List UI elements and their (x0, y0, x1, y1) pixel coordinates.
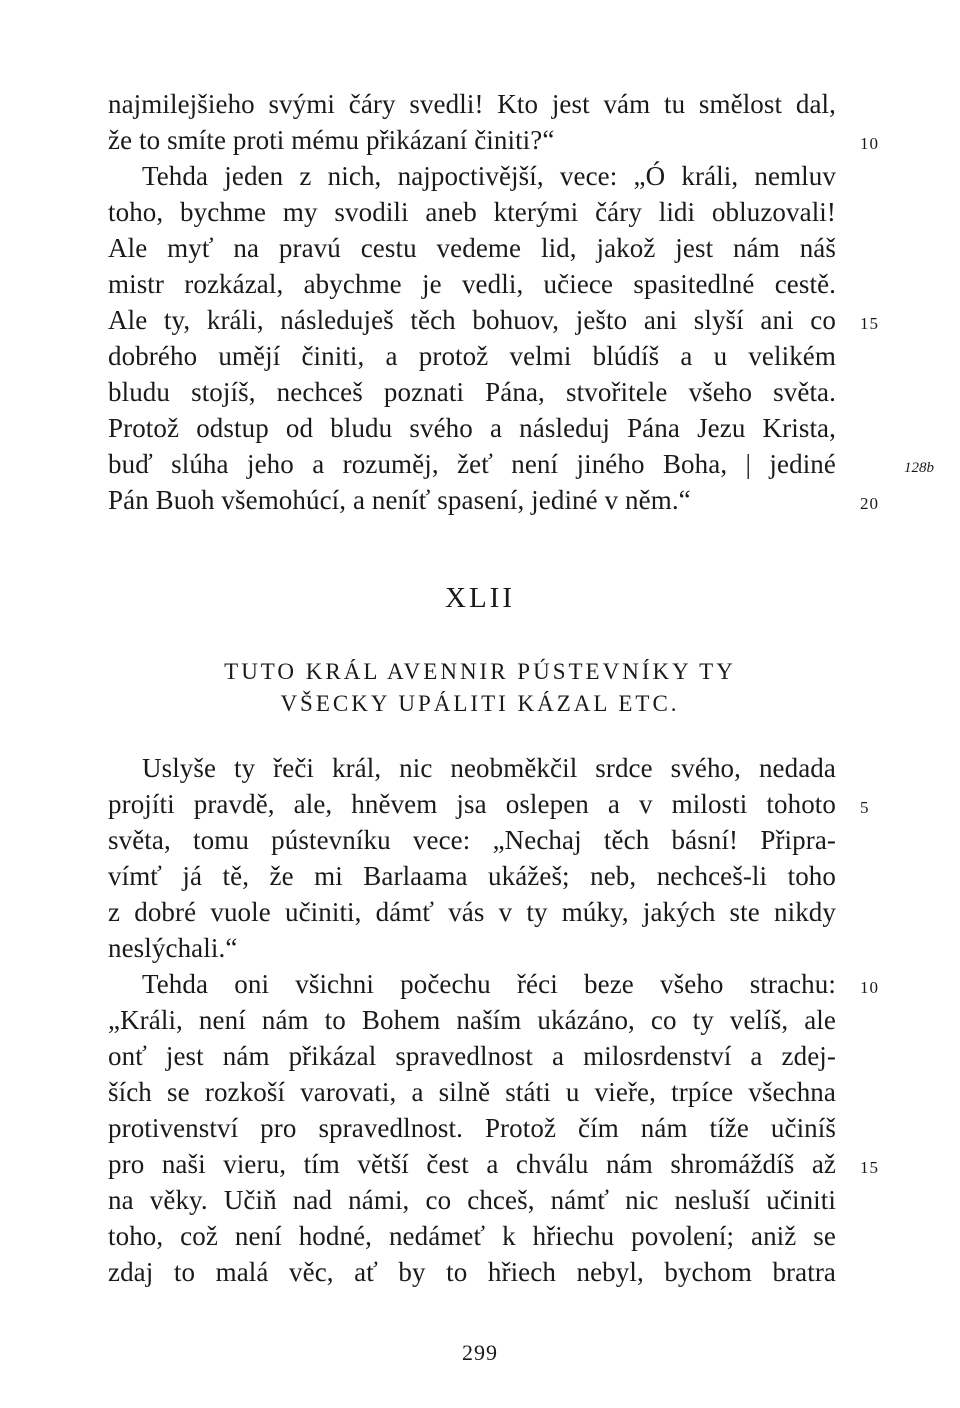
text-line: že to smíte proti mému přikázaní činiti?“ (108, 125, 555, 155)
text-line: pro naši vieru, tím větší čest a chválu nám shromáždíš až (108, 1149, 836, 1179)
chapter-title-line: TUTO KRÁL AVENNIR PÚSTEVNÍKY TY (224, 659, 736, 684)
text-line: mistr rozkázal, abychme je vedli, učiece spasitedlné cestě. (108, 269, 836, 299)
text-line: Protož odstup od bludu svého a následuj Pána Jezu Krista, (108, 413, 836, 443)
text-line: Uslyše ty řeči král, nic neobměkčil srdce svého, nedada (142, 753, 836, 783)
line-number: 5 (860, 798, 870, 817)
text-line: vímť já tě, že mi Barlaama ukážeš; neb, nechceš-li toho (108, 861, 836, 891)
text-line: toho, bychme my svodili aneb kterými čáry lidi obluzovali! (108, 197, 836, 227)
text-line: na věky. Učiň nad námi, co chceš, námť nic nesluší učiniti (108, 1185, 836, 1215)
text-line: zdaj to malá věc, ať by to hřiech nebyl, bychom bratra (108, 1257, 836, 1287)
text-line: světa, tomu pústevníku vece: „Nechaj těch básní! Připra- (108, 825, 836, 855)
folio-marker: 128b (904, 460, 934, 476)
text-line: protivenství pro spravedlnost. Protož čím nám tíže učiníš (108, 1113, 836, 1143)
line-number: 10 (860, 134, 879, 153)
text-line: projíti pravdě, ale, hněvem jsa oslepen a v milosti tohoto (108, 789, 836, 819)
text-line: dobrého umějí činiti, a protož velmi blúdíš a u velikém (108, 341, 836, 371)
line-number: 15 (860, 1158, 879, 1177)
text-line: Ale myť na pravú cestu vedeme lid, jakož jest nám náš (108, 233, 836, 263)
text-line: z dobré vuole učiniti, dámť vás v ty múky, jakých ste nikdy (108, 897, 836, 927)
text-line: Tehda jeden z nich, najpoctivější, vece: „Ó králi, nemluv (142, 161, 836, 191)
text-line: Tehda oni všichni počechu řéci beze všeho strachu: (142, 969, 836, 999)
line-number: 15 (860, 314, 879, 333)
chapter-title-line: VŠECKY UPÁLITI KÁZAL ETC. (280, 691, 680, 716)
text-line: toho, což není hodné, nedámeť k hřiechu povolení; aniž se (108, 1221, 836, 1251)
line-number: 10 (860, 978, 879, 997)
line-number: 20 (860, 494, 879, 513)
text-line: „Králi, není nám to Bohem naším ukázáno, co ty velíš, ale (108, 1005, 836, 1035)
text-line: Pán Buoh všemohúcí, a neníť spasení, jediné v něm.“ (108, 485, 691, 515)
text-line: Ale ty, králi, následuješ těch bohuov, ješto ani slyší ani co (108, 305, 836, 335)
chapter-number: XLII (445, 582, 515, 614)
text-line: neslýchali.“ (108, 933, 238, 963)
text-line: bludu stojíš, nechceš poznati Pána, stvořitele všeho světa. (108, 377, 836, 407)
text-line: buď slúha jeho a rozuměj, žeť není jiného Boha, | jediné (108, 449, 836, 479)
text-line: ších se rozkoší varovati, a silně státi u vieře, trpíce všechna (108, 1077, 836, 1107)
page-number: 299 (462, 1340, 498, 1365)
text-line: onť jest nám přikázal spravedlnost a milosrdenství a zdej- (108, 1041, 836, 1071)
text-line: najmilejšieho svými čáry svedli! Kto jest vám tu smělost dal, (108, 89, 836, 119)
